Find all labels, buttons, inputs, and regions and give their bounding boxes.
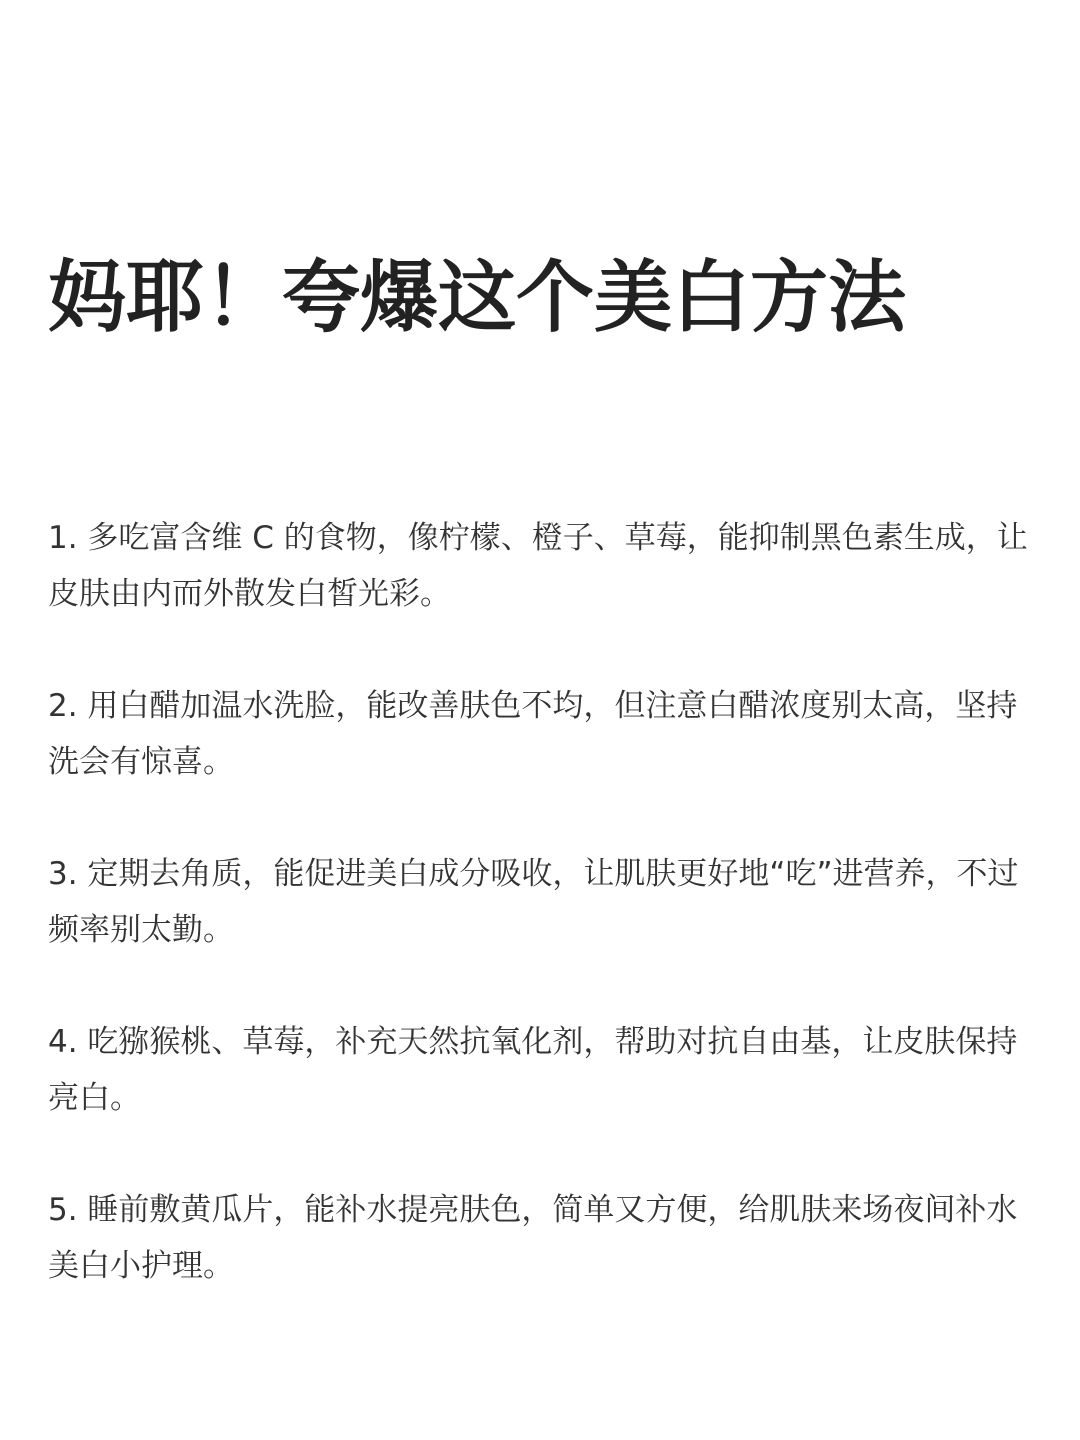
- tip-item: 1. 多吃富含维 C 的食物，像柠檬、橙子、草莓，能抑制黑色素生成，让皮肤由内而外散发白皙光彩。: [48, 520, 1028, 612]
- article-title: 妈耶！夸爆这个美白方法: [48, 253, 907, 343]
- tip-item: 3. 定期去角质，能促进美白成分吸收，让肌肤更好地“吃”进营养，不过频率别太勤。: [48, 856, 1019, 948]
- tip-item: 5. 睡前敷黄瓜片，能补水提亮肤色，简单又方便，给肌肤来场夜间补水美白小护理。: [48, 1192, 1018, 1284]
- tips-list: [48, 510, 1028, 1294]
- tip-item: 2. 用白醋加温水洗脸，能改善肤色不均，但注意白醋浓度别太高，坚持洗会有惊喜。: [48, 688, 1018, 780]
- tip-item: 4. 吃猕猴桃、草莓，补充天然抗氧化剂，帮助对抗自由基，让皮肤保持亮白。: [48, 1024, 1018, 1116]
